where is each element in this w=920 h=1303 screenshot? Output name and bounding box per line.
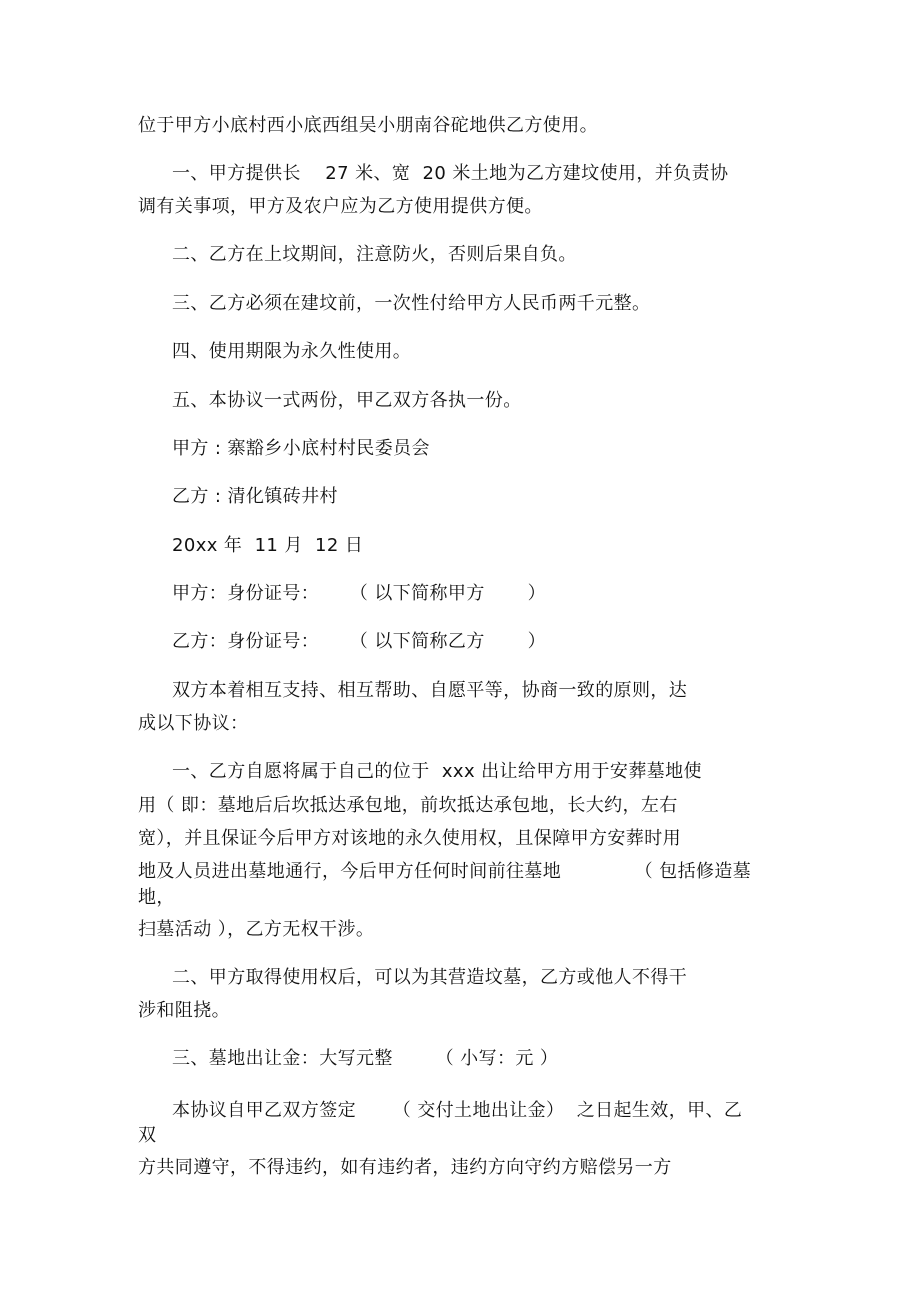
text-line: 一、甲方提供长 27 米、宽 20 米土地为乙方建坟使用，并负责协 <box>172 163 729 184</box>
text-line: 20xx 年 11 月 12 日 <box>172 535 364 556</box>
text-line: 调有关事项，甲方及农户应为乙方使用提供方便。 <box>138 196 543 217</box>
text-line: 一、乙方自愿将属于自己的位于 xxx 出让给甲方用于安葬墓地使 <box>172 761 702 782</box>
text-line: 甲方：身份证号： （ 以下简称甲方 ） <box>172 583 546 604</box>
text-line: 二、乙方在上坟期间，注意防火，否则后果自负。 <box>172 244 577 265</box>
text-line: 成以下协议： <box>138 713 249 734</box>
text-line: 扫墓活动 ），乙方无权干涉。 <box>138 919 375 940</box>
text-line: 四、使用期限为永久性使用。 <box>172 341 412 362</box>
text-line: 乙方 : 清化镇砖井村 <box>172 486 338 507</box>
text-line: 二、甲方取得使用权后，可以为其营造坟墓，乙方或他人不得干 <box>172 967 688 988</box>
text-line: 宽），并且保证今后甲方对该地的永久使用权，且保障甲方安葬时用 <box>138 828 681 849</box>
text-line: 方共同遵守，不得违约，如有违约者，违约方向守约方赔偿另一方 <box>138 1157 672 1178</box>
text-line: 甲方 : 寨豁乡小底村村民委员会 <box>172 438 430 459</box>
text-line: 用（ 即：墓地后后坎抵达承包地，前坎抵达承包地，长大约，左右 <box>138 795 678 816</box>
text-line: 本协议自甲乙双方签定 （ 交付土地出让金） 之日起生效，甲、乙 <box>172 1100 743 1121</box>
text-line: 双方本着相互支持、相互帮助、自愿平等，协商一致的原则，达 <box>172 680 688 701</box>
text-line: 地， <box>138 887 175 908</box>
text-line: 乙方：身份证号： （ 以下简称乙方 ） <box>172 631 546 652</box>
text-line: 涉和阻挠。 <box>138 1000 230 1021</box>
text-line: 三、墓地出让金：大写元整 （ 小写：元 ） <box>172 1048 559 1069</box>
text-line: 位于甲方小底村西小底西组吴小朋南谷砣地供乙方使用。 <box>138 115 598 136</box>
text-line: 五、本协议一式两份，甲乙双方各执一份。 <box>172 390 522 411</box>
text-line: 双 <box>138 1125 157 1146</box>
text-line: 三、乙方必须在建坟前，一次性付给甲方人民币两千元整。 <box>172 293 651 314</box>
text-line: 地及人员进出墓地通行，今后甲方任何时间前往墓地 （ 包括修造墓 <box>138 861 752 882</box>
